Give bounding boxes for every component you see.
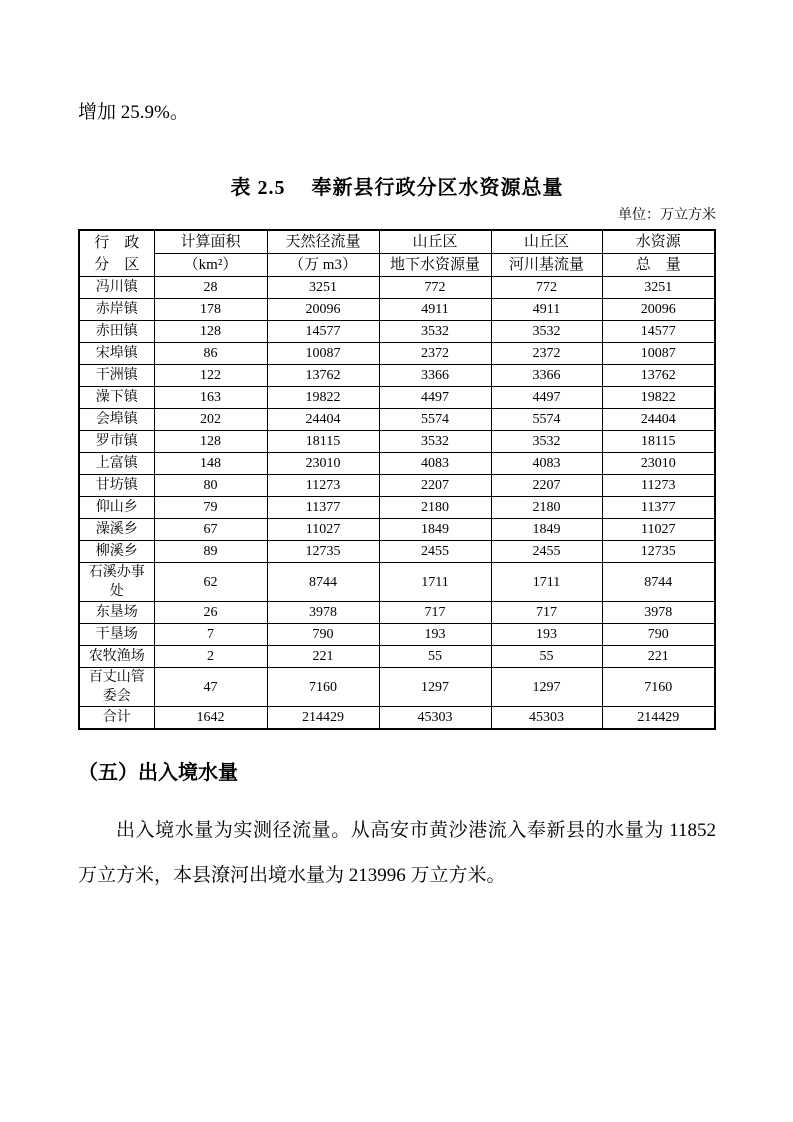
table-row (79, 277, 715, 299)
value-cell: 47 (154, 668, 267, 707)
value-cell: 4083 (379, 453, 491, 475)
value-cell: 14577 (267, 321, 379, 343)
value-cell: 11273 (602, 475, 715, 497)
value-cell: 10087 (602, 343, 715, 365)
value-cell: 86 (154, 343, 267, 365)
value-cell: 2 (154, 646, 267, 668)
value-cell: 3978 (267, 602, 379, 624)
table-caption-number: 表 2.5 (230, 177, 286, 199)
district-name-cell: 东垦场 (79, 602, 154, 624)
value-cell: 13762 (267, 365, 379, 387)
table-row (79, 453, 715, 475)
intro-paragraph: 增加 25.9%。 (78, 102, 189, 123)
district-name-cell: 罗市镇 (79, 431, 154, 453)
value-cell: 19822 (602, 387, 715, 409)
value-cell: 790 (267, 624, 379, 646)
table-body (79, 277, 715, 730)
value-cell: 12735 (602, 541, 715, 563)
header-total: 水资源 (602, 230, 715, 254)
value-cell: 11027 (602, 519, 715, 541)
table-row (79, 602, 715, 624)
value-cell: 717 (379, 602, 491, 624)
value-cell: 1849 (491, 519, 602, 541)
value-cell: 772 (491, 277, 602, 299)
table-row (79, 541, 715, 563)
value-cell: 5574 (491, 409, 602, 431)
value-cell: 20096 (267, 299, 379, 321)
value-cell: 221 (267, 646, 379, 668)
table-row (79, 299, 715, 321)
value-cell: 79 (154, 497, 267, 519)
district-name-cell: 农牧渔场 (79, 646, 154, 668)
body-paragraph: 出入境水量为实测径流量。从高安市黄沙港流入奉新县的水量为 11852 万立方米，本县潦河出境水量为 213996 万立方米。 (78, 820, 716, 886)
header-total-label: 总 量 (602, 254, 715, 277)
value-cell: 2455 (491, 541, 602, 563)
value-cell: 221 (602, 646, 715, 668)
value-cell: 45303 (379, 707, 491, 730)
value-cell: 4911 (379, 299, 491, 321)
district-name-cell: 宋埠镇 (79, 343, 154, 365)
header-district-line1: 行 政 (94, 234, 140, 251)
value-cell: 10087 (267, 343, 379, 365)
district-name-cell: 干垦场 (79, 624, 154, 646)
value-cell: 4497 (379, 387, 491, 409)
value-cell: 45303 (491, 707, 602, 730)
value-cell: 193 (491, 624, 602, 646)
table-row (79, 519, 715, 541)
table-row (79, 321, 715, 343)
value-cell: 26 (154, 602, 267, 624)
district-name-cell: 甘坊镇 (79, 475, 154, 497)
district-name-cell: 合计 (79, 707, 154, 730)
value-cell: 3366 (379, 365, 491, 387)
section-heading: （五）出入境水量 (78, 762, 238, 784)
header-hill-baseflow: 山丘区 (491, 230, 602, 254)
value-cell: 178 (154, 299, 267, 321)
water-resources-table (78, 229, 716, 730)
value-cell: 4083 (491, 453, 602, 475)
value-cell: 128 (154, 321, 267, 343)
value-cell: 717 (491, 602, 602, 624)
unit-label: 单位：万立方米 (618, 208, 716, 223)
value-cell: 18115 (602, 431, 715, 453)
value-cell: 7160 (602, 668, 715, 707)
district-name-cell: 会埠镇 (79, 409, 154, 431)
value-cell: 214429 (602, 707, 715, 730)
value-cell: 1642 (154, 707, 267, 730)
value-cell: 18115 (267, 431, 379, 453)
value-cell: 128 (154, 431, 267, 453)
value-cell: 23010 (602, 453, 715, 475)
district-name-cell: 赤田镇 (79, 321, 154, 343)
table-row (79, 668, 715, 707)
value-cell: 2180 (379, 497, 491, 519)
value-cell: 214429 (267, 707, 379, 730)
header-hill-groundwater: 山丘区 (379, 230, 491, 254)
value-cell: 11273 (267, 475, 379, 497)
value-cell: 11027 (267, 519, 379, 541)
district-name-cell: 冯川镇 (79, 277, 154, 299)
value-cell: 3251 (602, 277, 715, 299)
value-cell: 3978 (602, 602, 715, 624)
value-cell: 13762 (602, 365, 715, 387)
value-cell: 772 (379, 277, 491, 299)
table-row (79, 624, 715, 646)
value-cell: 11377 (602, 497, 715, 519)
table-row (79, 475, 715, 497)
value-cell: 11377 (267, 497, 379, 519)
district-name-cell: 仰山乡 (79, 497, 154, 519)
table-row (79, 646, 715, 668)
value-cell: 148 (154, 453, 267, 475)
value-cell: 20096 (602, 299, 715, 321)
header-district (79, 230, 154, 277)
value-cell: 3366 (491, 365, 602, 387)
value-cell: 4911 (491, 299, 602, 321)
value-cell: 19822 (267, 387, 379, 409)
table-row (79, 409, 715, 431)
value-cell: 1711 (379, 563, 491, 602)
district-name-cell: 柳溪乡 (79, 541, 154, 563)
value-cell: 3532 (491, 321, 602, 343)
value-cell: 28 (154, 277, 267, 299)
district-name-cell: 干洲镇 (79, 365, 154, 387)
value-cell: 122 (154, 365, 267, 387)
header-runoff: 天然径流量 (267, 230, 379, 254)
header-area: 计算面积 (154, 230, 267, 254)
value-cell: 202 (154, 409, 267, 431)
value-cell: 23010 (267, 453, 379, 475)
header-groundwater-label: 地下水资源量 (379, 254, 491, 277)
table-row (79, 365, 715, 387)
table-row (79, 497, 715, 519)
value-cell: 3532 (379, 431, 491, 453)
value-cell: 790 (602, 624, 715, 646)
table-row (79, 431, 715, 453)
table-caption (78, 176, 716, 200)
value-cell: 193 (379, 624, 491, 646)
value-cell: 1297 (491, 668, 602, 707)
district-name-cell: 石溪办事处 (79, 563, 154, 602)
value-cell: 3532 (491, 431, 602, 453)
value-cell: 2180 (491, 497, 602, 519)
value-cell: 24404 (267, 409, 379, 431)
value-cell: 1297 (379, 668, 491, 707)
value-cell: 8744 (602, 563, 715, 602)
value-cell: 55 (379, 646, 491, 668)
district-name-cell: 上富镇 (79, 453, 154, 475)
header-baseflow-label: 河川基流量 (491, 254, 602, 277)
value-cell: 163 (154, 387, 267, 409)
value-cell: 1849 (379, 519, 491, 541)
header-district-line2: 分 区 (94, 256, 140, 273)
value-cell: 80 (154, 475, 267, 497)
table-row (79, 707, 715, 730)
value-cell: 55 (491, 646, 602, 668)
district-name-cell: 澡溪乡 (79, 519, 154, 541)
value-cell: 7 (154, 624, 267, 646)
value-cell: 7160 (267, 668, 379, 707)
value-cell: 5574 (379, 409, 491, 431)
district-name-cell: 澡下镇 (79, 387, 154, 409)
value-cell: 2207 (491, 475, 602, 497)
value-cell: 2372 (379, 343, 491, 365)
value-cell: 62 (154, 563, 267, 602)
table-row (79, 387, 715, 409)
value-cell: 1711 (491, 563, 602, 602)
table-header (79, 230, 715, 277)
value-cell: 3251 (267, 277, 379, 299)
district-name-cell: 百丈山管委会 (79, 668, 154, 707)
table-row (79, 563, 715, 602)
value-cell: 89 (154, 541, 267, 563)
header-row-2 (79, 254, 715, 277)
value-cell: 8744 (267, 563, 379, 602)
value-cell: 2455 (379, 541, 491, 563)
table-row (79, 343, 715, 365)
value-cell: 2372 (491, 343, 602, 365)
header-area-unit: （km²） (154, 254, 267, 277)
header-row-1 (79, 230, 715, 254)
value-cell: 67 (154, 519, 267, 541)
value-cell: 4497 (491, 387, 602, 409)
table-caption-title: 奉新县行政分区水资源总量 (311, 177, 564, 199)
value-cell: 14577 (602, 321, 715, 343)
header-runoff-unit: （万 m3） (267, 254, 379, 277)
value-cell: 3532 (379, 321, 491, 343)
value-cell: 24404 (602, 409, 715, 431)
value-cell: 12735 (267, 541, 379, 563)
district-name-cell: 赤岸镇 (79, 299, 154, 321)
value-cell: 2207 (379, 475, 491, 497)
